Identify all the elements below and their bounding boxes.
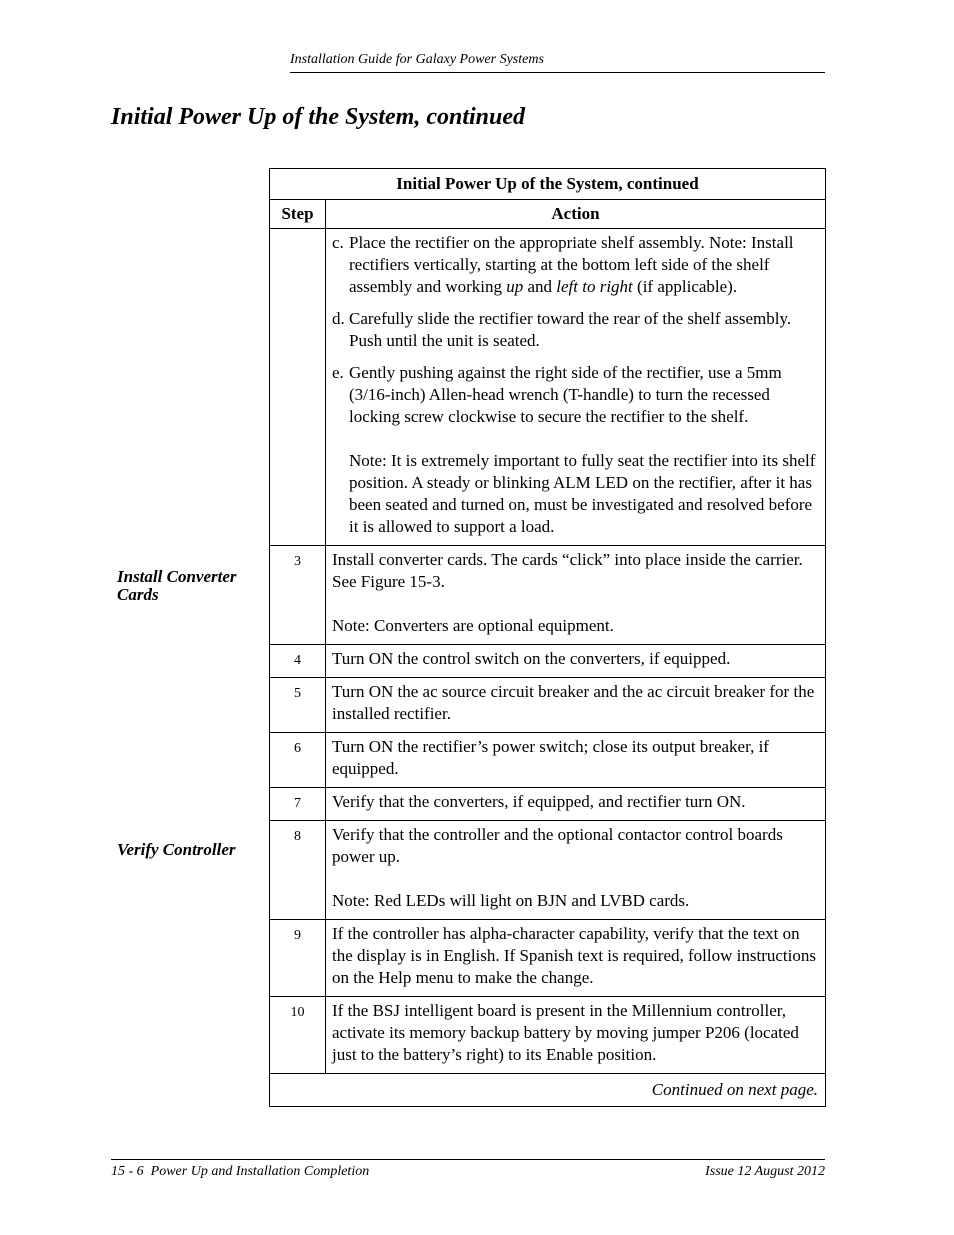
action-text: Turn ON the ac source circuit breaker and the ac circuit breaker for the installed rectifier. xyxy=(332,682,815,723)
action-cell xyxy=(326,920,826,997)
step-number: 7 xyxy=(270,788,326,821)
action-note: Note: Converters are optional equipment. xyxy=(332,616,614,635)
page-footer xyxy=(111,1159,825,1180)
substep-text xyxy=(349,362,819,538)
table-row xyxy=(270,733,826,788)
substep-c xyxy=(332,232,819,298)
action-note: Note: Red LEDs will light on BJN and LVBD cards. xyxy=(332,891,690,910)
substep-body: Gently pushing against the right side of the rectifier, use a 5mm (3/16-inch) Allen-head wrench (T-handle) to turn the recessed locking screw clockwise to secure the rectifier to the shelf. xyxy=(349,363,782,426)
substep-text: Carefully slide the rectifier toward the rear of the shelf assembly. Push until the unit is seated. xyxy=(349,309,792,350)
action-cell xyxy=(326,788,826,821)
action-cell xyxy=(326,821,826,920)
action-text: If the BSJ intelligent board is present in the Millennium controller, activate its memory backup battery by moving jumper P206 (located just to the battery’s right) to its Enable position. xyxy=(332,1001,799,1064)
substep-d xyxy=(332,308,819,352)
table-row xyxy=(270,788,826,821)
step-number: 6 xyxy=(270,733,326,788)
action-cell xyxy=(326,678,826,733)
running-header-title: Installation Guide for Galaxy Power Systems xyxy=(290,52,544,67)
substep-letter: c. xyxy=(332,233,344,252)
substep-note: Note: It is extremely important to fully seat the rectifier into its shelf position. A steady or blinking ALM LED on the rectifier, after it has been seated and turned on, must be investigated and resolved before it is allowed to support a load. xyxy=(349,451,816,536)
table-caption-row xyxy=(270,169,826,200)
footer-issue: Issue 12 August 2012 xyxy=(705,1164,825,1179)
continued-note: Continued on next page. xyxy=(270,1074,826,1107)
action-cell xyxy=(326,546,826,645)
step-number: 9 xyxy=(270,920,326,997)
running-header xyxy=(290,52,825,73)
table-row xyxy=(270,678,826,733)
substep-text-part: Place the rectifier on the appropriate shelf assembly. Note: Install rectifiers vertically, starting at the bottom left side of the shelf assembly and working xyxy=(349,233,794,296)
step-column-header: Step xyxy=(270,200,326,229)
action-text: Verify that the controller and the optional contactor control boards power up. xyxy=(332,825,783,866)
action-cell xyxy=(326,229,826,546)
action-text: Verify that the converters, if equipped, and rectifier turn ON. xyxy=(332,792,746,811)
table-row-substeps xyxy=(270,229,826,546)
action-text: Turn ON the control switch on the converters, if equipped. xyxy=(332,649,731,668)
footer-page-reference: 15 - 6 Power Up and Installation Completion xyxy=(111,1164,370,1179)
side-label-install-converter-cards: Install Converter Cards xyxy=(117,567,237,604)
action-cell xyxy=(326,645,826,678)
table-row xyxy=(270,821,826,920)
substep-text-part: and xyxy=(523,277,557,296)
step-number: 8 xyxy=(270,821,326,920)
step-number: 3 xyxy=(270,546,326,645)
step-number: 4 xyxy=(270,645,326,678)
table-row xyxy=(270,920,826,997)
emphasis-left-to-right: left to right xyxy=(556,277,633,296)
table-row xyxy=(270,546,826,645)
action-column-header: Action xyxy=(326,200,826,229)
action-text: Turn ON the rectifier’s power switch; close its output breaker, if equipped. xyxy=(332,737,769,778)
action-cell xyxy=(326,733,826,788)
page-title: Initial Power Up of the System, continued xyxy=(111,104,526,130)
action-text: If the controller has alpha-character capability, verify that the text on the display is in English. If Spanish text is required, follow instructions on the Help menu to make the change. xyxy=(332,924,816,987)
substep-letter: d. xyxy=(332,309,345,328)
substep-e xyxy=(332,362,819,538)
step-number: 10 xyxy=(270,997,326,1074)
substep-text xyxy=(349,232,819,298)
step-number: 5 xyxy=(270,678,326,733)
table-row xyxy=(270,645,826,678)
table-row xyxy=(270,997,826,1074)
side-label-verify-controller: Verify Controller xyxy=(117,840,236,859)
empty-step-cell xyxy=(270,229,326,546)
substep-text-part: (if applicable). xyxy=(632,277,738,296)
substep-letter: e. xyxy=(332,363,344,382)
emphasis-up: up xyxy=(506,277,524,296)
action-cell xyxy=(326,997,826,1074)
table-header-row xyxy=(270,200,826,229)
procedure-table xyxy=(269,168,826,1107)
action-text: Install converter cards. The cards “click” into place inside the carrier. See Figure 15-3. xyxy=(332,550,803,591)
table-caption: Initial Power Up of the System, continued xyxy=(270,169,826,200)
table-continued-row xyxy=(270,1074,826,1107)
